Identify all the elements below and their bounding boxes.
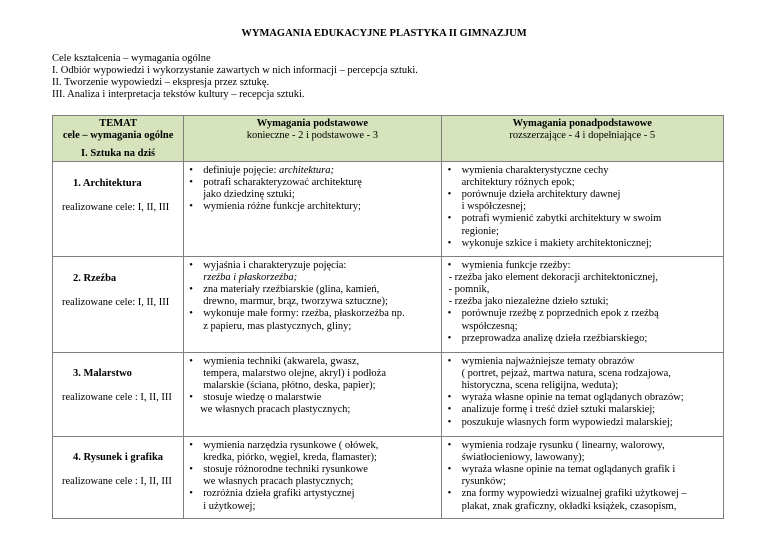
header-basic-title: Wymagania podstawowe [256,118,369,129]
header-section: I. Sztuka na dziś [81,148,156,160]
basic-requirements-cell [184,352,441,436]
list-item: - rzeźba jako element dekoracji architektonicznej, [448,271,658,283]
list-item: • wyraża własne opinie na temat oglądanych grafik i rysunków; [443,464,719,488]
requirements-table [52,115,724,519]
header-goals: cele – wymagania ogólne [62,130,174,142]
goals-heading: Cele kształcenia – wymagania ogólne [52,53,211,64]
list-item: • analizuje formę i treść dzieł sztuki malarskiej; [443,404,719,416]
table-header-row [53,116,724,162]
header-basic-cell [184,116,441,162]
goal-item: I. Odbiór wypowiedzi i wykorzystanie zawartych w nich informacji – percepcja sztuki. [52,65,418,76]
list-item: • definiuje pojęcie: architektura; [184,165,436,177]
basic-requirements-cell [184,436,441,518]
extended-requirements-cell [441,256,723,352]
topic-cell [53,352,184,436]
goal-item: II. Tworzenie wypowiedzi – ekspresja przez sztukę. [52,77,270,88]
extended-requirements-cell [441,161,723,256]
list-item: • wymienia rodzaje rysunku ( linearny, walorowy, światłocieniowy, lawowany); [443,440,719,464]
list-item: • stosuje wiedzę o malarstwie we własnych pracach plastycznych; [184,392,436,416]
list-item: - pomnik, [448,284,490,296]
extended-requirements-cell [441,352,723,436]
page-title: WYMAGANIA EDUKACYJNE PLASTYKA II GIMNAZJUM [241,28,527,39]
list-item: • wyjaśnia i charakteryzuje pojęcia: rzeźba i płaskorzeźba; [184,260,436,284]
topic-goals: realizowane cele : I, II, III [62,391,172,403]
list-item: • wymienia techniki (akwarela, gwasz, tempera, malarstwo olejne, akryl) i podłoża malarskie (ściana, płótno, deska, papier); [184,356,436,393]
header-topic-cell [53,116,184,162]
topic-cell [53,256,184,352]
list-item: • wymienia charakterystyczne cechy architektury różnych epok; [443,165,719,189]
list-item: • wymienia funkcje rzeźby: [443,260,719,272]
topic-goals: realizowane cele: I, II, III [62,201,170,213]
list-item: • stosuje różnorodne techniki rysunkowe we własnych pracach plastycznych; [184,464,436,488]
table-row [53,161,724,256]
topic-goals: realizowane cele : I, II, III [62,475,172,487]
list-item: • potrafi wymienić zabytki architektury w swoim regionie; [443,213,719,237]
list-item: • zna formy wypowiedzi wizualnej grafiki użytkowej – plakat, znak graficzny, okładki książek, czasopism, [443,488,719,512]
list-item: • zna materiały rzeźbiarskie (glina, kamień, drewno, marmur, brąz, tworzywa sztuczne); [184,284,436,308]
header-topic: TEMAT [99,118,137,129]
topic-title: 2. Rzeźba [73,272,117,284]
list-item: • wymienia narzędzia rysunkowe ( ołówek, kredka, piórko, węgiel, kreda, flamaster); [184,440,436,464]
list-item: • rozróżnia dzieła grafiki artystycznej i użytkowej; [184,488,436,512]
topic-goals: realizowane cele: I, II, III [62,296,170,308]
topic-cell [53,161,184,256]
goals-block [52,53,418,101]
header-basic-subtitle: konieczne - 2 i podstawowe - 3 [246,130,378,142]
list-item: • porównuje dzieła architektury dawnej i współczesnej; [443,189,719,213]
list-item: • przeprowadza analizę dzieła rzeźbiarskiego; [443,333,719,345]
header-extended-cell [441,116,723,162]
list-item: • potrafi scharakteryzować architekturę jako dziedzinę sztuki; [184,177,436,201]
table-row [53,352,724,436]
basic-requirements-cell [184,161,441,256]
extended-requirements-cell [441,436,723,518]
basic-requirements-cell [184,256,441,352]
header-extended-subtitle: rozszerzające - 4 i dopełniające - 5 [509,130,656,142]
list-item: • wymienia różne funkcje architektury; [184,201,436,213]
header-extended-title: Wymagania ponadpodstawowe [512,118,652,129]
list-item: • wykonuje małe formy: rzeźba, płaskorzeźba np. z papieru, mas plastycznych, gliny; [184,308,436,332]
topic-title: 4. Rysunek i grafika [73,451,164,463]
list-item: - rzeźba jako niezależne dzieło sztuki; [448,296,609,308]
goal-item: III. Analiza i interpretacja tekstów kultury – recepcja sztuki. [52,89,305,100]
list-item: • porównuje rzeźbę z poprzednich epok z rzeźbą współczesną; [443,308,719,332]
list-item: • wymienia najważniejsze tematy obrazów ( portret, pejzaż, martwa natura, scena rodzajowa, historyczna, scena religijna, weduta); [443,356,719,393]
list-item: • wykonuje szkice i makiety architektonicznej; [443,238,719,250]
topic-title: 1. Architektura [73,177,142,189]
table-row [53,436,724,518]
list-item: • poszukuje własnych form wypowiedzi malarskiej; [443,417,719,429]
topic-cell [53,436,184,518]
list-item: • wyraża własne opinie na temat oglądanych obrazów; [443,392,719,404]
table-row [53,256,724,352]
topic-title: 3. Malarstwo [73,367,132,379]
